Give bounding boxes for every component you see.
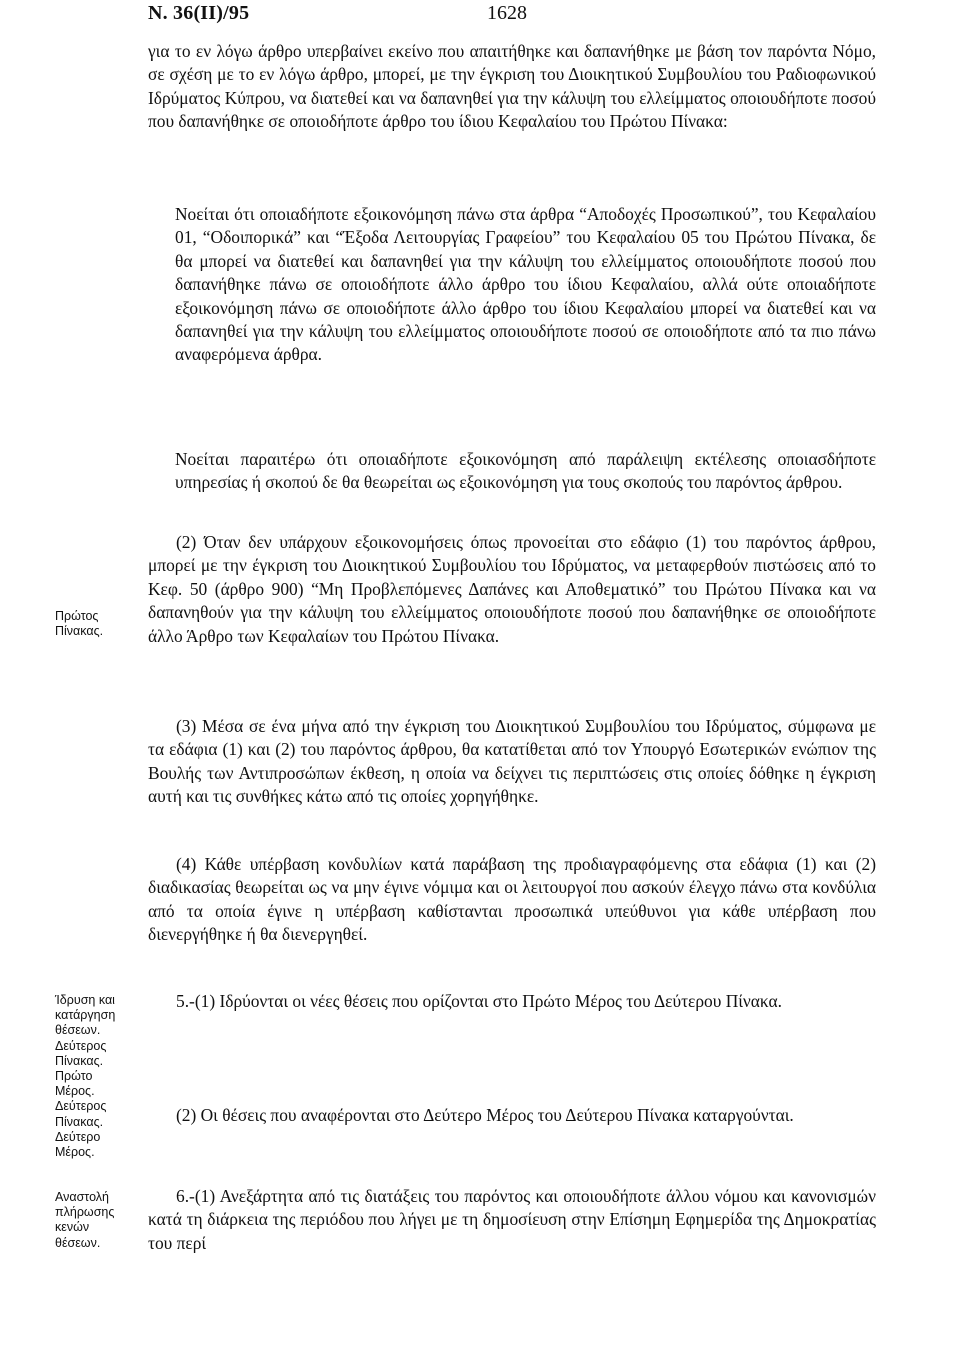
section-5-1: 5.-(1) Ιδρύονται οι νέες θέσεις που ορίζονται στο Πρώτο Μέρος του Δεύτερου Πίνακα. <box>176 991 782 1011</box>
margin-note-line: Δεύτερος <box>55 1099 107 1114</box>
margin-note-line: θέσεων. <box>55 1235 101 1250</box>
section-6-1: 6.-(1) Ανεξάρτητα από τις διατάξεις του παρόντος και οποιουδήποτε άλλου νόμου και κανονισμών κατά τη διάρκεια της περιόδου που λήγει με τη δημοσίευση στην Επίσημη Εφημερίδα της Δημοκρατίας του περί <box>148 1186 876 1253</box>
margin-note-first-table: Πρώτος Πίνακας. <box>55 609 104 639</box>
margin-note-line: Πίνακας. <box>55 1114 104 1129</box>
margin-note-line: Αναστολή <box>55 1190 109 1204</box>
margin-note-line: Μέρος. <box>55 1145 95 1160</box>
margin-note-line: θέσεων. <box>55 1023 101 1038</box>
subsection-3: (3) Μέσα σε ένα μήνα από την έγκριση του Διοικητικού Συμβουλίου του Ιδρύματος, σύμφωνα με τα εδάφια (1) και (2) του παρόντος άρθρου, θα κατατίθεται από τον Υπουργό Εσωτερικών ενώπιον της Βουλής των Αντιπροσώπων έκθεση, η οποία να δείχνει τις περιπτώσεις στις οποίες δόθηκε η έγκριση αυτή και τις συνθήκες κάτω από τις οποίες χορηγήθηκε. <box>148 716 876 807</box>
margin-note-line: πλήρωσης <box>55 1205 115 1220</box>
section-5-2: (2) Οι θέσεις που αναφέρονται στο Δεύτερο Μέρος του Δεύτερου Πίνακα καταργούνται. <box>176 1105 794 1125</box>
paragraph-continuation: για το εν λόγω άρθρο υπερβαίνει εκείνο που απαιτήθηκε και δαπανήθηκε με βάση τον παρόντα Νόμο, σε σχέση με το εν λόγω άρθρο, μπορεί, με την έγκριση του Διοικητικού Συμβουλίου του Ραδιοφωνικού Ιδρύματος Κύπρου, να διατεθεί και να δαπανηθεί για την κάλυψη του ελλείμματος οποιουδήποτε ποσού που δαπανήθηκε σε οποιοδήποτε άρθρο του ίδιου Κεφαλαίου του Πρώτου Πίνακα: <box>148 41 876 132</box>
margin-note-line: Δεύτερος <box>55 1038 107 1053</box>
page-number: 1628 <box>487 2 527 24</box>
margin-note-line: Πίνακας. <box>55 1053 104 1068</box>
law-number: Ν. 36(ΙΙ)/95 <box>148 2 250 24</box>
margin-note-line: Δεύτερο <box>55 1129 101 1144</box>
margin-note-creation-abolition <box>55 993 143 1160</box>
margin-note-line: Πρώτο <box>55 1069 93 1084</box>
margin-note-line: Μέρος. <box>55 1084 95 1099</box>
subsection-2: (2) Όταν δεν υπάρχουν εξοικονομήσεις όπως προνοείται στο εδάφιο (1) του παρόντος άρθρου, μπορεί με την έγκριση του Διοικητικού Συμβουλίου του Ιδρύματος, να μεταφερθούν πιστώσεις από το Κεφ. 50 (άρθρο 900) “Μη Προβλεπόμενες Δαπάνες και Αποθεματικό” του Πρώτου Πίνακα και να δαπανηθούν για την κάλυψη του ελλείμματος οποιουδήποτε ποσού που δαπανήθηκε σε οποιοδήποτε άλλο Άρθρο των Κεφαλαίων του Πρώτου Πίνακα. <box>148 532 876 646</box>
proviso-second: Νοείται παραιτέρω ότι οποιαδήποτε εξοικονόμηση από παράλειψη εκτέλεσης οποιασδήποτε υπηρεσίας ή σκοπού δε θα θεωρείται ως εξοικονόμηση για τους σκοπούς του παρόντος άρθρου. <box>175 449 876 493</box>
margin-note-line: κενών <box>55 1220 90 1235</box>
proviso-first: Νοείται ότι οποιαδήποτε εξοικονόμηση πάνω στα άρθρα “Αποδοχές Προσωπικού”, του Κεφαλαίου 01, “Οδοιπορικά” και “Έξοδα Λειτουργίας Γραφείου” του Κεφαλαίου 05 του Πρώτου Πίνακα, δε θα μπορεί να διατεθεί και δαπανηθεί για την κάλυψη του ελλείμματος οποιουδήποτε ποσού που δαπανήθηκε πάνω σε οποιοδήποτε άλλο άρθρο του ίδιου Κεφαλαίου, αλλά ούτε οποιαδήποτε εξοικονόμηση πάνω σε οποιοδήποτε άλλο άρθρο του ίδιου Κεφαλαίου μπορεί να διατεθεί και να δαπανηθεί για την κάλυψη του ελλείμματος οποιουδήποτε ποσού σε οποιοδήποτε από τα πιο πάνω αναφερόμενα άρθρα. <box>175 204 876 365</box>
subsection-4: (4) Κάθε υπέρβαση κονδυλίων κατά παράβαση της προδιαγραφόμενης στα εδάφια (1) και (2) διαδικασίας θεωρείται ως να μην έγινε νόμιμα και οι λειτουργοί που ασκούν έλεγχο πάνω στα κονδύλια από τα οποία έγινε η υπέρβαση καθίστανται προσωπικά υπεύθυνοι για κάθε υπέρβαση που διενεργήθηκε ή θα διενεργηθεί. <box>148 854 876 945</box>
margin-note-line: Ίδρυση και <box>55 993 115 1007</box>
margin-note-suspension <box>55 1190 143 1251</box>
margin-note-line: κατάργηση <box>55 1008 116 1023</box>
